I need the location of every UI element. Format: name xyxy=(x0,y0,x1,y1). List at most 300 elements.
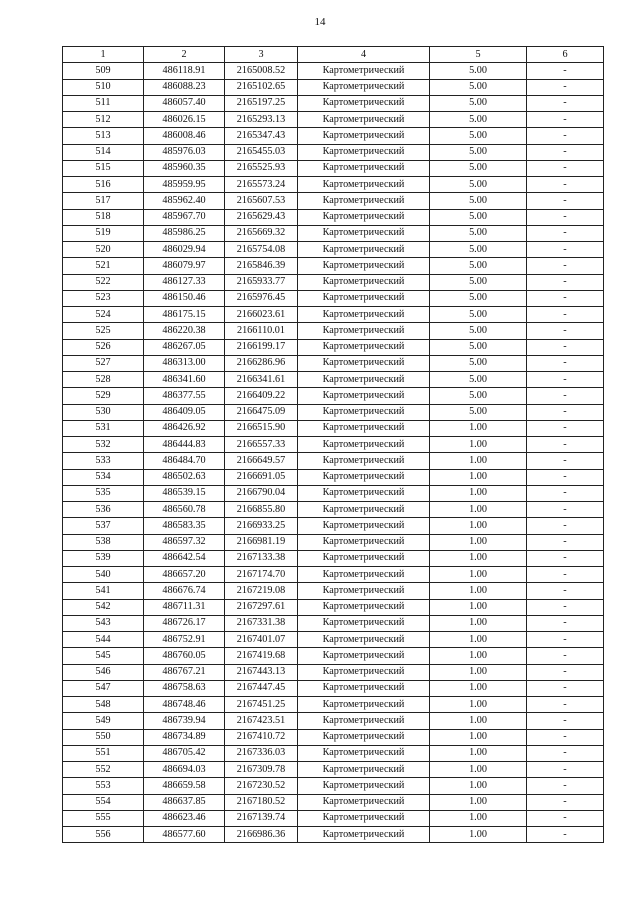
accuracy-cell: 5.00 xyxy=(430,388,527,404)
note-cell: - xyxy=(527,697,604,713)
method-cell: Картометрический xyxy=(298,307,430,323)
x-coordinate-cell: 486220.38 xyxy=(144,323,225,339)
point-number-cell: 545 xyxy=(63,648,144,664)
point-number-cell: 543 xyxy=(63,615,144,631)
accuracy-cell: 1.00 xyxy=(430,697,527,713)
y-coordinate-cell: 2167336.03 xyxy=(225,745,298,761)
table-row xyxy=(63,95,604,111)
method-cell: Картометрический xyxy=(298,323,430,339)
accuracy-cell: 5.00 xyxy=(430,128,527,144)
x-coordinate-cell: 486739.94 xyxy=(144,713,225,729)
accuracy-cell: 1.00 xyxy=(430,420,527,436)
x-coordinate-cell: 485959.95 xyxy=(144,177,225,193)
table-row xyxy=(63,372,604,388)
point-number-cell: 518 xyxy=(63,209,144,225)
x-coordinate-cell: 486583.35 xyxy=(144,518,225,534)
point-number-cell: 516 xyxy=(63,177,144,193)
accuracy-cell: 5.00 xyxy=(430,63,527,79)
table-row xyxy=(63,144,604,160)
y-coordinate-cell: 2167410.72 xyxy=(225,729,298,745)
point-number-cell: 521 xyxy=(63,258,144,274)
y-coordinate-cell: 2165347.43 xyxy=(225,128,298,144)
x-coordinate-cell: 486597.32 xyxy=(144,534,225,550)
method-cell: Картометрический xyxy=(298,160,430,176)
method-cell: Картометрический xyxy=(298,453,430,469)
note-cell: - xyxy=(527,274,604,290)
table-row xyxy=(63,697,604,713)
point-number-cell: 537 xyxy=(63,518,144,534)
x-coordinate-cell: 486676.74 xyxy=(144,583,225,599)
table-row xyxy=(63,420,604,436)
note-cell: - xyxy=(527,567,604,583)
accuracy-cell: 1.00 xyxy=(430,794,527,810)
note-cell: - xyxy=(527,485,604,501)
accuracy-cell: 5.00 xyxy=(430,242,527,258)
table-row xyxy=(63,160,604,176)
x-coordinate-cell: 486484.70 xyxy=(144,453,225,469)
y-coordinate-cell: 2167419.68 xyxy=(225,648,298,664)
x-coordinate-cell: 486726.17 xyxy=(144,615,225,631)
x-coordinate-cell: 486118.91 xyxy=(144,63,225,79)
point-number-cell: 522 xyxy=(63,274,144,290)
point-number-cell: 530 xyxy=(63,404,144,420)
method-cell: Картометрический xyxy=(298,632,430,648)
point-number-cell: 555 xyxy=(63,810,144,826)
accuracy-cell: 5.00 xyxy=(430,307,527,323)
note-cell: - xyxy=(527,550,604,566)
accuracy-cell: 1.00 xyxy=(430,534,527,550)
accuracy-cell: 1.00 xyxy=(430,615,527,631)
accuracy-cell: 1.00 xyxy=(430,632,527,648)
method-cell: Картометрический xyxy=(298,225,430,241)
accuracy-cell: 1.00 xyxy=(430,453,527,469)
y-coordinate-cell: 2166855.80 xyxy=(225,502,298,518)
x-coordinate-cell: 486767.21 xyxy=(144,664,225,680)
y-coordinate-cell: 2166110.01 xyxy=(225,323,298,339)
accuracy-cell: 5.00 xyxy=(430,209,527,225)
x-coordinate-cell: 486711.31 xyxy=(144,599,225,615)
accuracy-cell: 1.00 xyxy=(430,469,527,485)
table-row xyxy=(63,615,604,631)
point-number-cell: 540 xyxy=(63,567,144,583)
point-number-cell: 554 xyxy=(63,794,144,810)
y-coordinate-cell: 2165669.32 xyxy=(225,225,298,241)
y-coordinate-cell: 2167309.78 xyxy=(225,762,298,778)
table-row xyxy=(63,632,604,648)
table-row xyxy=(63,307,604,323)
accuracy-cell: 1.00 xyxy=(430,778,527,794)
x-coordinate-cell: 486150.46 xyxy=(144,290,225,306)
table-row xyxy=(63,79,604,95)
note-cell: - xyxy=(527,680,604,696)
column-header-6: 6 xyxy=(527,47,604,63)
x-coordinate-cell: 486008.46 xyxy=(144,128,225,144)
point-number-cell: 536 xyxy=(63,502,144,518)
method-cell: Картометрический xyxy=(298,810,430,826)
point-number-cell: 509 xyxy=(63,63,144,79)
note-cell: - xyxy=(527,648,604,664)
y-coordinate-cell: 2165008.52 xyxy=(225,63,298,79)
table-row xyxy=(63,193,604,209)
y-coordinate-cell: 2166023.61 xyxy=(225,307,298,323)
note-cell: - xyxy=(527,437,604,453)
y-coordinate-cell: 2166409.22 xyxy=(225,388,298,404)
note-cell: - xyxy=(527,95,604,111)
y-coordinate-cell: 2165846.39 xyxy=(225,258,298,274)
x-coordinate-cell: 486659.58 xyxy=(144,778,225,794)
x-coordinate-cell: 486026.15 xyxy=(144,112,225,128)
table-row xyxy=(63,469,604,485)
note-cell: - xyxy=(527,420,604,436)
accuracy-cell: 1.00 xyxy=(430,502,527,518)
table-row xyxy=(63,355,604,371)
table-row xyxy=(63,713,604,729)
method-cell: Картометрический xyxy=(298,209,430,225)
note-cell: - xyxy=(527,258,604,274)
column-header-3: 3 xyxy=(225,47,298,63)
method-cell: Картометрический xyxy=(298,469,430,485)
x-coordinate-cell: 485986.25 xyxy=(144,225,225,241)
accuracy-cell: 5.00 xyxy=(430,225,527,241)
column-header-5: 5 xyxy=(430,47,527,63)
note-cell: - xyxy=(527,745,604,761)
x-coordinate-cell: 486029.94 xyxy=(144,242,225,258)
note-cell: - xyxy=(527,112,604,128)
x-coordinate-cell: 486079.97 xyxy=(144,258,225,274)
accuracy-cell: 5.00 xyxy=(430,339,527,355)
note-cell: - xyxy=(527,144,604,160)
note-cell: - xyxy=(527,534,604,550)
method-cell: Картометрический xyxy=(298,339,430,355)
y-coordinate-cell: 2165573.24 xyxy=(225,177,298,193)
y-coordinate-cell: 2166515.90 xyxy=(225,420,298,436)
note-cell: - xyxy=(527,794,604,810)
accuracy-cell: 5.00 xyxy=(430,290,527,306)
table-row xyxy=(63,388,604,404)
note-cell: - xyxy=(527,290,604,306)
x-coordinate-cell: 486657.20 xyxy=(144,567,225,583)
method-cell: Картометрический xyxy=(298,193,430,209)
point-number-cell: 531 xyxy=(63,420,144,436)
note-cell: - xyxy=(527,79,604,95)
point-number-cell: 550 xyxy=(63,729,144,745)
method-cell: Картометрический xyxy=(298,388,430,404)
accuracy-cell: 1.00 xyxy=(430,648,527,664)
x-coordinate-cell: 486502.63 xyxy=(144,469,225,485)
accuracy-cell: 1.00 xyxy=(430,762,527,778)
table-row xyxy=(63,534,604,550)
method-cell: Картометрический xyxy=(298,615,430,631)
method-cell: Картометрический xyxy=(298,258,430,274)
x-coordinate-cell: 486377.55 xyxy=(144,388,225,404)
note-cell: - xyxy=(527,372,604,388)
table-row xyxy=(63,63,604,79)
note-cell: - xyxy=(527,762,604,778)
accuracy-cell: 5.00 xyxy=(430,144,527,160)
table-row xyxy=(63,485,604,501)
x-coordinate-cell: 486760.05 xyxy=(144,648,225,664)
point-number-cell: 546 xyxy=(63,664,144,680)
table-row xyxy=(63,502,604,518)
note-cell: - xyxy=(527,827,604,843)
x-coordinate-cell: 485976.03 xyxy=(144,144,225,160)
table-row xyxy=(63,274,604,290)
method-cell: Картометрический xyxy=(298,274,430,290)
accuracy-cell: 1.00 xyxy=(430,713,527,729)
table-row xyxy=(63,762,604,778)
x-coordinate-cell: 486175.15 xyxy=(144,307,225,323)
table-row xyxy=(63,518,604,534)
note-cell: - xyxy=(527,502,604,518)
note-cell: - xyxy=(527,177,604,193)
x-coordinate-cell: 485962.40 xyxy=(144,193,225,209)
note-cell: - xyxy=(527,729,604,745)
table-row xyxy=(63,128,604,144)
method-cell: Картометрический xyxy=(298,355,430,371)
point-number-cell: 526 xyxy=(63,339,144,355)
y-coordinate-cell: 2167133.38 xyxy=(225,550,298,566)
y-coordinate-cell: 2167139.74 xyxy=(225,810,298,826)
accuracy-cell: 1.00 xyxy=(430,664,527,680)
y-coordinate-cell: 2166986.36 xyxy=(225,827,298,843)
table-row xyxy=(63,453,604,469)
note-cell: - xyxy=(527,160,604,176)
method-cell: Картометрический xyxy=(298,794,430,810)
method-cell: Картометрический xyxy=(298,128,430,144)
note-cell: - xyxy=(527,339,604,355)
accuracy-cell: 1.00 xyxy=(430,599,527,615)
y-coordinate-cell: 2165629.43 xyxy=(225,209,298,225)
method-cell: Картометрический xyxy=(298,567,430,583)
note-cell: - xyxy=(527,128,604,144)
method-cell: Картометрический xyxy=(298,242,430,258)
table-row xyxy=(63,339,604,355)
accuracy-cell: 1.00 xyxy=(430,827,527,843)
x-coordinate-cell: 486642.54 xyxy=(144,550,225,566)
point-number-cell: 519 xyxy=(63,225,144,241)
note-cell: - xyxy=(527,307,604,323)
point-number-cell: 541 xyxy=(63,583,144,599)
method-cell: Картометрический xyxy=(298,95,430,111)
note-cell: - xyxy=(527,810,604,826)
table-row xyxy=(63,242,604,258)
point-number-cell: 528 xyxy=(63,372,144,388)
point-number-cell: 533 xyxy=(63,453,144,469)
page-number: 14 xyxy=(314,16,326,28)
column-header-4: 4 xyxy=(298,47,430,63)
x-coordinate-cell: 486752.91 xyxy=(144,632,225,648)
y-coordinate-cell: 2167423.51 xyxy=(225,713,298,729)
x-coordinate-cell: 486734.89 xyxy=(144,729,225,745)
accuracy-cell: 1.00 xyxy=(430,745,527,761)
accuracy-cell: 5.00 xyxy=(430,112,527,128)
x-coordinate-cell: 486409.05 xyxy=(144,404,225,420)
table-row xyxy=(63,810,604,826)
note-cell: - xyxy=(527,632,604,648)
table-row xyxy=(63,177,604,193)
x-coordinate-cell: 486577.60 xyxy=(144,827,225,843)
accuracy-cell: 5.00 xyxy=(430,258,527,274)
accuracy-cell: 5.00 xyxy=(430,160,527,176)
method-cell: Картометрический xyxy=(298,404,430,420)
x-coordinate-cell: 486088.23 xyxy=(144,79,225,95)
accuracy-cell: 5.00 xyxy=(430,177,527,193)
note-cell: - xyxy=(527,599,604,615)
x-coordinate-cell: 486341.60 xyxy=(144,372,225,388)
point-number-cell: 513 xyxy=(63,128,144,144)
method-cell: Картометрический xyxy=(298,827,430,843)
point-number-cell: 544 xyxy=(63,632,144,648)
note-cell: - xyxy=(527,664,604,680)
header-row xyxy=(63,47,604,63)
method-cell: Картометрический xyxy=(298,79,430,95)
method-cell: Картометрический xyxy=(298,762,430,778)
accuracy-cell: 1.00 xyxy=(430,583,527,599)
method-cell: Картометрический xyxy=(298,697,430,713)
table-header xyxy=(63,47,604,63)
point-number-cell: 547 xyxy=(63,680,144,696)
y-coordinate-cell: 2167180.52 xyxy=(225,794,298,810)
x-coordinate-cell: 486444.83 xyxy=(144,437,225,453)
x-coordinate-cell: 486758.63 xyxy=(144,680,225,696)
method-cell: Картометрический xyxy=(298,518,430,534)
table-row xyxy=(63,404,604,420)
accuracy-cell: 5.00 xyxy=(430,79,527,95)
point-number-cell: 542 xyxy=(63,599,144,615)
y-coordinate-cell: 2166981.19 xyxy=(225,534,298,550)
method-cell: Картометрический xyxy=(298,290,430,306)
accuracy-cell: 5.00 xyxy=(430,274,527,290)
accuracy-cell: 1.00 xyxy=(430,518,527,534)
point-number-cell: 514 xyxy=(63,144,144,160)
method-cell: Картометрический xyxy=(298,177,430,193)
y-coordinate-cell: 2165293.13 xyxy=(225,112,298,128)
y-coordinate-cell: 2167401.07 xyxy=(225,632,298,648)
y-coordinate-cell: 2167219.08 xyxy=(225,583,298,599)
y-coordinate-cell: 2166199.17 xyxy=(225,339,298,355)
method-cell: Картометрический xyxy=(298,63,430,79)
x-coordinate-cell: 486705.42 xyxy=(144,745,225,761)
method-cell: Картометрический xyxy=(298,534,430,550)
x-coordinate-cell: 486694.03 xyxy=(144,762,225,778)
method-cell: Картометрический xyxy=(298,502,430,518)
note-cell: - xyxy=(527,778,604,794)
y-coordinate-cell: 2166557.33 xyxy=(225,437,298,453)
note-cell: - xyxy=(527,323,604,339)
y-coordinate-cell: 2166790.04 xyxy=(225,485,298,501)
point-number-cell: 551 xyxy=(63,745,144,761)
x-coordinate-cell: 486539.15 xyxy=(144,485,225,501)
point-number-cell: 549 xyxy=(63,713,144,729)
table-row xyxy=(63,745,604,761)
method-cell: Картометрический xyxy=(298,729,430,745)
note-cell: - xyxy=(527,518,604,534)
point-number-cell: 538 xyxy=(63,534,144,550)
point-number-cell: 523 xyxy=(63,290,144,306)
point-number-cell: 524 xyxy=(63,307,144,323)
method-cell: Картометрический xyxy=(298,713,430,729)
x-coordinate-cell: 485967.70 xyxy=(144,209,225,225)
table-row xyxy=(63,209,604,225)
y-coordinate-cell: 2165102.65 xyxy=(225,79,298,95)
accuracy-cell: 5.00 xyxy=(430,193,527,209)
x-coordinate-cell: 486057.40 xyxy=(144,95,225,111)
method-cell: Картометрический xyxy=(298,420,430,436)
y-coordinate-cell: 2165754.08 xyxy=(225,242,298,258)
column-header-2: 2 xyxy=(144,47,225,63)
note-cell: - xyxy=(527,242,604,258)
x-coordinate-cell: 486426.92 xyxy=(144,420,225,436)
y-coordinate-cell: 2166691.05 xyxy=(225,469,298,485)
accuracy-cell: 1.00 xyxy=(430,485,527,501)
accuracy-cell: 1.00 xyxy=(430,567,527,583)
table-row xyxy=(63,550,604,566)
y-coordinate-cell: 2165933.77 xyxy=(225,274,298,290)
note-cell: - xyxy=(527,63,604,79)
y-coordinate-cell: 2167447.45 xyxy=(225,680,298,696)
y-coordinate-cell: 2167174.70 xyxy=(225,567,298,583)
note-cell: - xyxy=(527,453,604,469)
table-row xyxy=(63,583,604,599)
method-cell: Картометрический xyxy=(298,599,430,615)
table-row xyxy=(63,258,604,274)
table-row xyxy=(63,323,604,339)
y-coordinate-cell: 2166933.25 xyxy=(225,518,298,534)
accuracy-cell: 1.00 xyxy=(430,680,527,696)
point-number-cell: 527 xyxy=(63,355,144,371)
note-cell: - xyxy=(527,615,604,631)
point-number-cell: 517 xyxy=(63,193,144,209)
y-coordinate-cell: 2165607.53 xyxy=(225,193,298,209)
x-coordinate-cell: 485960.35 xyxy=(144,160,225,176)
x-coordinate-cell: 486748.46 xyxy=(144,697,225,713)
point-number-cell: 552 xyxy=(63,762,144,778)
point-number-cell: 556 xyxy=(63,827,144,843)
note-cell: - xyxy=(527,225,604,241)
table-row xyxy=(63,112,604,128)
method-cell: Картометрический xyxy=(298,745,430,761)
point-number-cell: 512 xyxy=(63,112,144,128)
accuracy-cell: 5.00 xyxy=(430,95,527,111)
table-row xyxy=(63,827,604,843)
table-row xyxy=(63,290,604,306)
table-body xyxy=(63,63,604,843)
note-cell: - xyxy=(527,388,604,404)
table-row xyxy=(63,567,604,583)
note-cell: - xyxy=(527,583,604,599)
y-coordinate-cell: 2165455.03 xyxy=(225,144,298,160)
coordinates-table xyxy=(62,46,604,843)
x-coordinate-cell: 486623.46 xyxy=(144,810,225,826)
point-number-cell: 520 xyxy=(63,242,144,258)
accuracy-cell: 5.00 xyxy=(430,323,527,339)
y-coordinate-cell: 2167443.13 xyxy=(225,664,298,680)
x-coordinate-cell: 486127.33 xyxy=(144,274,225,290)
note-cell: - xyxy=(527,713,604,729)
table-row xyxy=(63,664,604,680)
y-coordinate-cell: 2165525.93 xyxy=(225,160,298,176)
x-coordinate-cell: 486637.85 xyxy=(144,794,225,810)
y-coordinate-cell: 2166341.61 xyxy=(225,372,298,388)
method-cell: Картометрический xyxy=(298,550,430,566)
table-row xyxy=(63,794,604,810)
y-coordinate-cell: 2165976.45 xyxy=(225,290,298,306)
note-cell: - xyxy=(527,193,604,209)
table-row xyxy=(63,437,604,453)
method-cell: Картометрический xyxy=(298,778,430,794)
method-cell: Картометрический xyxy=(298,648,430,664)
point-number-cell: 515 xyxy=(63,160,144,176)
